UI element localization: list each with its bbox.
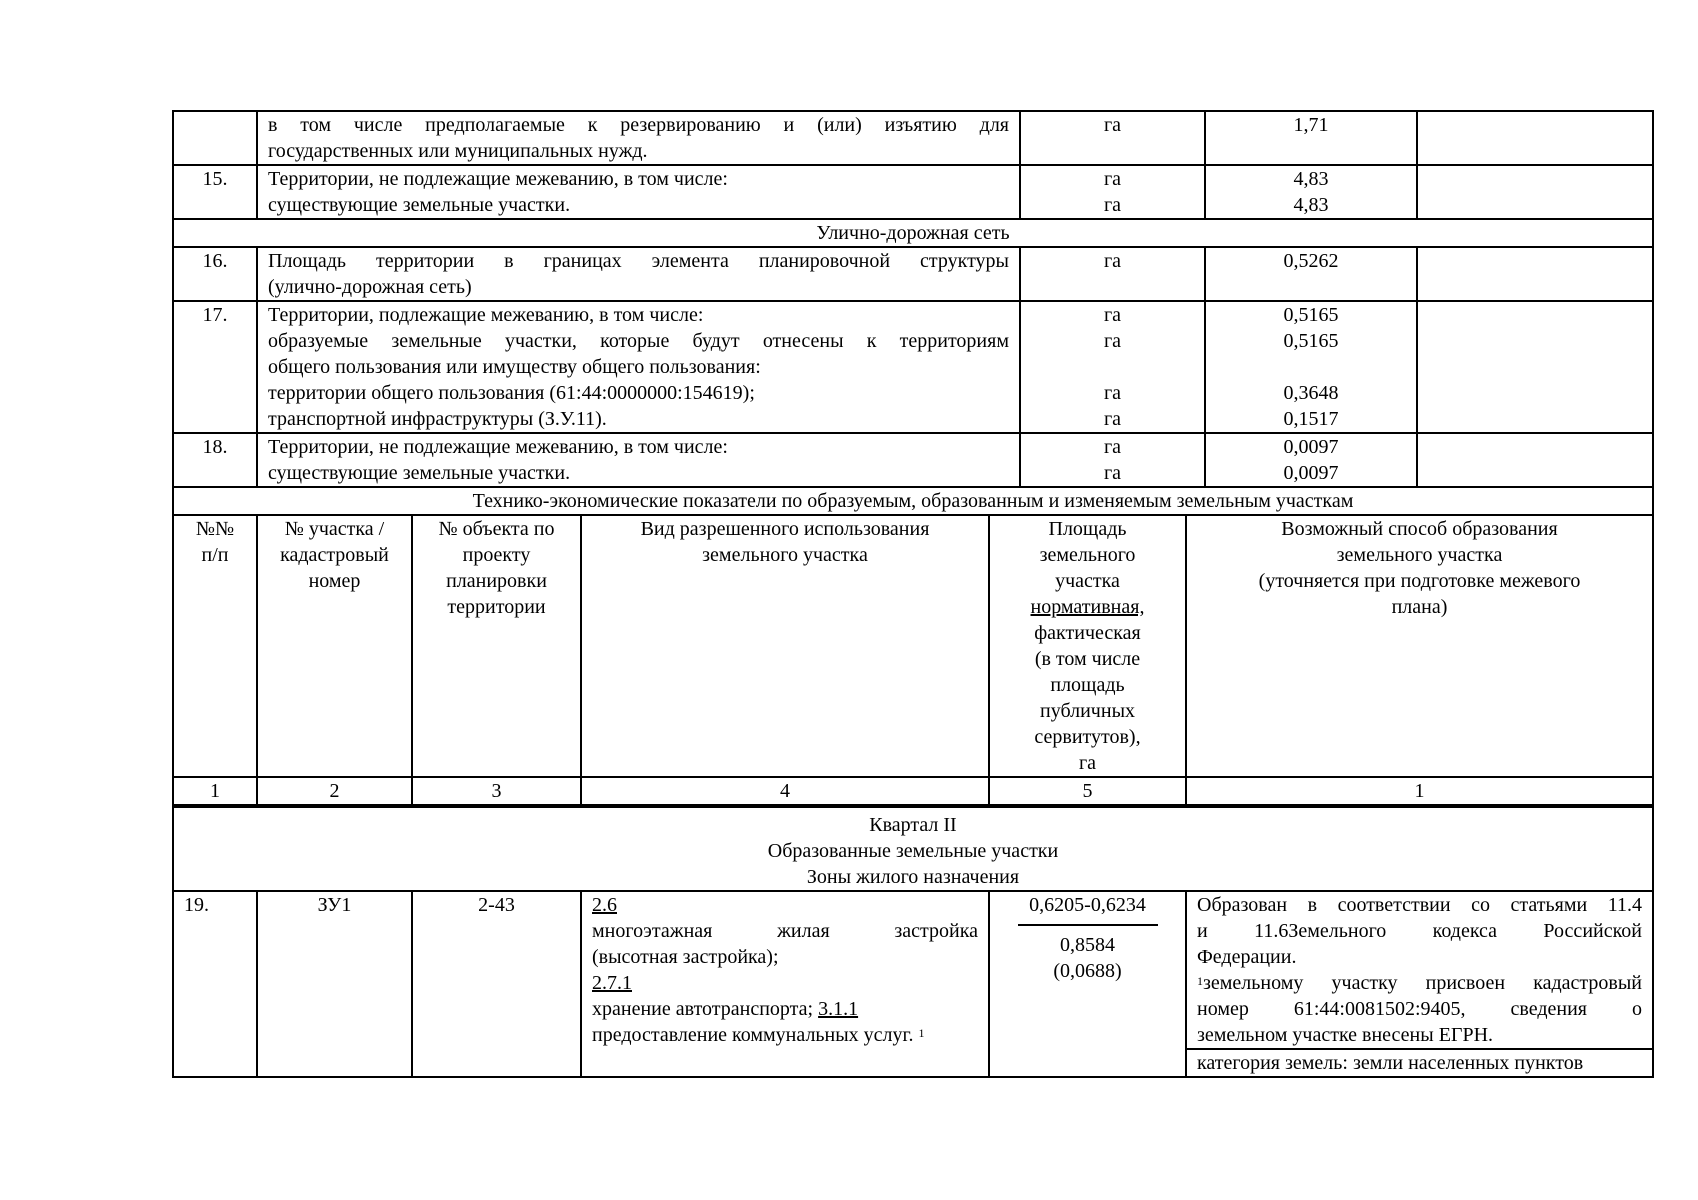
column-number-row (173, 777, 1653, 805)
row-description: Территории, подлежащие межеванию, в том числе: образуемые земельные участки, которые будут отнесены к территориям общего пользования или имуществу общего пользования: территории общего пользования (61:44:0000000:154619); транспортной инфраструктуры (З.У.11). (257, 301, 1020, 433)
header-area: Площадь земельного участка нормативная, фактическая (в том числе площадь публичных сервитутов), га (989, 515, 1186, 777)
land-category: категория земель: земли населенных пунктов (1197, 1052, 1584, 1074)
object-number: 2-43 (412, 891, 581, 1077)
row-number: 16. (173, 247, 257, 301)
column-number: 3 (412, 777, 581, 805)
table-row (173, 165, 1653, 219)
column-number: 1 (173, 777, 257, 805)
formation-method: Образован в соответствии со статьями 11.4 и 11.6Земельного кодекса Российской Федерации. $^1$земельному участку присвоен кадастровый номер 61:44:0081502:9405, сведения о земельном участке внесены ЕГРН. категория земель: земли населенных пунктов (1186, 891, 1653, 1077)
plot-area: 0,6205-0,6234 0,8584 (0,0688) (989, 891, 1186, 1077)
header-plot-number: № участка / кадастровый номер (257, 515, 412, 777)
table-row (173, 433, 1653, 487)
row-number-cell (173, 111, 257, 165)
note-cell (1417, 165, 1653, 219)
row-description: Территории, не подлежащие межеванию, в том числе: существующие земельные участки. (257, 433, 1020, 487)
plots-table (172, 514, 1654, 1078)
table-row (173, 301, 1653, 433)
row-number: 17. (173, 301, 257, 433)
section-row (173, 807, 1653, 891)
value-cell: 4,83 4,83 (1205, 165, 1417, 219)
table-header-row (173, 515, 1653, 777)
table-row (173, 247, 1653, 301)
header-index: №№ п/п (173, 515, 257, 777)
summary-table (172, 110, 1654, 516)
section-row (173, 487, 1653, 515)
section-title: Квартал II Образованные земельные участки Зоны жилого назначения (173, 807, 1653, 891)
unit-cell: га га га га (1020, 301, 1205, 433)
unit-cell: га (1020, 111, 1205, 165)
column-number: 4 (581, 777, 989, 805)
unit-cell: га (1020, 247, 1205, 301)
header-formation-method: Возможный способ образования земельного участка (уточняется при подготовке межевого плана) (1186, 515, 1653, 777)
note-cell (1417, 301, 1653, 433)
column-number: 2 (257, 777, 412, 805)
section-title: Улично-дорожная сеть (173, 219, 1653, 247)
section-title: Технико-экономические показатели по образуемым, образованным и изменяемым земельным участкам (173, 487, 1653, 515)
document-page (172, 110, 1652, 1078)
note-cell (1417, 247, 1653, 301)
header-object-number: № объекта по проекту планировки территории (412, 515, 581, 777)
row-number: 15. (173, 165, 257, 219)
row-description: в том числе предполагаемые к резервированию и (или) изъятию для государственных или муниципальных нужд. (257, 111, 1020, 165)
row-number: 18. (173, 433, 257, 487)
value-cell: 0,0097 0,0097 (1205, 433, 1417, 487)
value-cell: 1,71 (1205, 111, 1417, 165)
row-description: Территории, не подлежащие межеванию, в том числе: существующие земельные участки. (257, 165, 1020, 219)
unit-cell: га га (1020, 165, 1205, 219)
table-row (173, 891, 1653, 1077)
column-number: 5 (989, 777, 1186, 805)
note-cell (1417, 433, 1653, 487)
table-row (173, 111, 1653, 165)
header-permitted-use: Вид разрешенного использования земельного участка (581, 515, 989, 777)
row-description: Площадь территории в границах элемента планировочной структуры (улично-дорожная сеть) (257, 247, 1020, 301)
unit-cell: га га (1020, 433, 1205, 487)
value-cell: 0,5165 0,5165 0,3648 0,1517 (1205, 301, 1417, 433)
column-number: 1 (1186, 777, 1653, 805)
note-cell (1417, 111, 1653, 165)
section-row (173, 219, 1653, 247)
permitted-use: 2.6 многоэтажная жилая застройка (высотная застройка); 2.7.1 хранение автотранспорта; 3.1.1 предоставление коммунальных услуг. $^1$ (581, 891, 989, 1077)
value-cell: 0,5262 (1205, 247, 1417, 301)
plot-number: ЗУ1 (257, 891, 412, 1077)
row-number: 19. (173, 891, 257, 1077)
fraction-divider (1018, 924, 1158, 926)
